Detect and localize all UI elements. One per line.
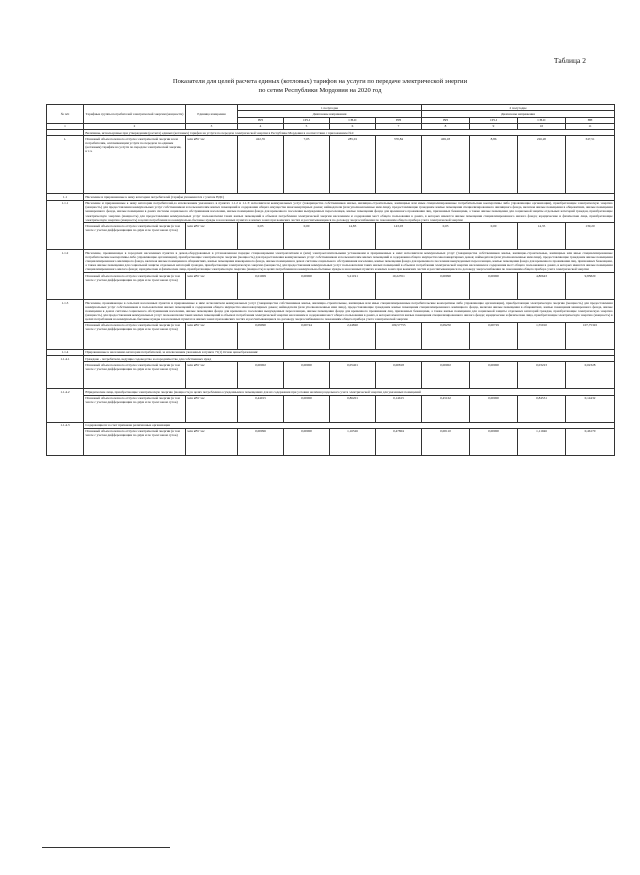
row-unit: млн кВт·час bbox=[186, 428, 238, 455]
value-cell: 0,14432 bbox=[566, 395, 615, 422]
row-unit: млн кВт·час bbox=[186, 362, 238, 389]
level-sn2-2: СН-II bbox=[518, 117, 566, 123]
value-cell: 0,86201 bbox=[330, 395, 376, 422]
value-cell: 1,11946 bbox=[518, 428, 566, 455]
level-nn-1: НН bbox=[376, 117, 422, 123]
section-text: Население, проживающее в городских населенных пунктах в домах,оборудованных в установленном порядке стационарными электроплитами и (или) электроотопительными установками и приравненные к ним: исполнители коммунальных услуг (товарищества собственников жилья, жилищно-строительные, жилищные или иные специализированные потребительские кооперативы либо управляющие организации), приобретающие электрическую энергию (мощность) для предоставления коммунальных услуг собственникам и пользователям жилых помещений и содержания общего имущества многоквартирных домов; наймодатели (или уполномоченные ими лица), предоставляющие гражданам жилые помещения специализированного жилищного фонда, включая жилые помещения в общежитиях, жилые помещения маневренного фонда, жилые помещения в домах системы социального обслуживания населения, жилые помещения фонда для временного поселения вынужденных переселенцев, жилые помещения фонда для временного проживания лиц, признанных беженцами, а также жилые помещения для социальной защиты отдельных категорий граждан, приобретающие электрическую энергию (мощность) для предоставления коммунальных услуг пользователям таких жилых помещений в объемах потребления электрической энергии населением и содержания мест общего пользования в домах, в которых имеются жилые помещения специализированного жилого фонда; юридические и физические лица, приобретающие электрическую энергию (мощность) в целях потребления на коммунально-бытовые нужды в населенных пунктах и жилых зонах при воинских частях и рассчитывающиеся по договору энергоснабжения по показаниям общего прибора учета электрической энергии bbox=[85, 250, 613, 272]
table-row bbox=[47, 395, 615, 422]
row-number: 1.1.1 bbox=[47, 200, 84, 250]
row-unit: млн кВт·час bbox=[186, 273, 238, 300]
value-cell: 226,20 bbox=[518, 136, 566, 194]
table-number: Таблица 2 bbox=[553, 56, 586, 65]
header-half-1: 1 полугодие bbox=[238, 105, 422, 111]
value-cell: 0,46170 bbox=[566, 428, 615, 455]
index-cell: 1 bbox=[47, 123, 84, 129]
value-cell: 0,00990 bbox=[422, 273, 470, 300]
header-group: Тарифные группы потребителей электрической энергии (мощности) bbox=[84, 105, 186, 124]
value-cell: 0,09250 bbox=[422, 322, 470, 349]
row-unit: млн кВт·час bbox=[186, 395, 238, 422]
table-row bbox=[47, 273, 615, 300]
value-cell: 0,00000 bbox=[470, 273, 518, 300]
index-cell: 10 bbox=[518, 123, 566, 129]
table-row bbox=[47, 136, 615, 194]
value-cell: 7,05 bbox=[284, 136, 330, 194]
row-number: 1. bbox=[47, 136, 84, 194]
value-cell: 0,00000 bbox=[470, 395, 518, 422]
value-cell: 1,16526 bbox=[330, 428, 376, 455]
section-text: Содержащиеся за счет прихожан религиозные организации bbox=[84, 422, 615, 428]
section-text: Приравненные к населению категории потребителей, за исключением указанных в пункте 71(1) Основ ценообразования: bbox=[84, 349, 615, 355]
value-cell: 370,84 bbox=[376, 136, 422, 194]
table-row bbox=[47, 223, 615, 250]
row-name: Плановый объем полезного отпуска электрической энергии (в том числе с учетом дифференциации по двум и по трем зонам суток) bbox=[84, 395, 186, 422]
row-name: Плановый объем полезного отпуска электрической энергии всем потребителям, оплачивающим услуги по передаче по единым (котловым) тарифам на услуги по передаче электрической энергии, в т.ч. bbox=[84, 136, 186, 194]
value-cell: 0,00744 bbox=[284, 322, 330, 349]
level-nn-2: НН bbox=[566, 117, 615, 123]
value-cell: 14,35 bbox=[518, 223, 566, 250]
header-unit: Единица измерения bbox=[186, 105, 238, 124]
value-cell: 0,09990 bbox=[238, 322, 284, 349]
value-cell: 0,00002 bbox=[238, 362, 284, 389]
row-number: 1.1 bbox=[47, 194, 84, 200]
section-text: Население, проживающее в сельских населенных пунктах и приравненные к ним: исполнители коммунальных услуг (товарищества собственников жилья, жилищно-строительные, жилищные или иные специализированные потребительские кооперативы либо управляющие организации), приобретающие электрическую энергию (мощность) для предоставления коммунальных услуг собственникам и пользователям жилых помещений и содержания общего имущества многоквартирных домов; наймодатели (или уполномоченные ими лица), предоставляющие гражданам жилые помещения специализированного жилищного фонда, включая жилые помещения в общежитиях, жилые помещения маневренного фонда, жилые помещения в домах системы социального обслуживания населения, жилые помещения фонда для временного поселения вынужденных переселенцев, жилые помещения фонда для временного проживания лиц, признанных беженцами, а также жилые помещения для социальной защиты отдельных категорий граждан, приобретающие электрическую энергию (мощность) для предоставления коммунальных услуг пользователям таких жилых помещений в объемах потребления электрической энергии населением и содержания мест общего пользования в домах, в которых имеются жилые помещения специализированного жилого фонда; юридические и физические лица, приобретающие электрическую энергию (мощность) в целях потребления на коммунально-бытовые нужды в населенных пунктах и жилых зонах при воинских частях и рассчитывающиеся по договору энергоснабжения по показаниям общего прибора учета электрической энергии bbox=[85, 300, 613, 321]
table-row bbox=[47, 322, 615, 349]
value-cell: 14,83 bbox=[330, 223, 376, 250]
index-cell: 5 bbox=[284, 123, 330, 129]
level-vn-1: ВН bbox=[238, 117, 284, 123]
value-cell: 0,00096 bbox=[238, 428, 284, 455]
value-cell: 0,00000 bbox=[284, 395, 330, 422]
row-name: Плановый объем полезного отпуска электрической энергии (в том числе с учетом дифференциации по двум и по трем зонам суток) bbox=[84, 273, 186, 300]
section-row bbox=[47, 200, 615, 223]
value-cell: 5,21191 bbox=[330, 273, 376, 300]
row-name: Плановый объем полезного отпуска электрической энергии (в том числе с учетом дифференциации по двум и по трем зонам суток) bbox=[84, 428, 186, 455]
value-cell: 0,45162 bbox=[422, 395, 470, 422]
value-cell: 0,00000 bbox=[284, 362, 330, 389]
section-row bbox=[47, 300, 615, 323]
value-cell: 0,00000 bbox=[470, 362, 518, 389]
level-sn1-1: СН-I bbox=[284, 117, 330, 123]
value-cell: 285,01 bbox=[330, 136, 376, 194]
index-cell: 7 bbox=[376, 123, 422, 129]
value-cell: 8,86 bbox=[470, 136, 518, 194]
value-cell: 0,03 bbox=[422, 223, 470, 250]
value-cell: 347,51 bbox=[566, 136, 615, 194]
value-cell: 0,00000 bbox=[284, 273, 330, 300]
title-line-2: по сетям Республики Мордовия на 2020 год bbox=[258, 87, 382, 94]
row-name: Плановый объем полезного отпуска электрической энергии (в том числе с учетом дифференциации по двум и по трем зонам суток) bbox=[84, 362, 186, 389]
row-unit: млн кВт·час bbox=[186, 223, 238, 250]
value-cell: 0,00002 bbox=[422, 362, 470, 389]
row-number: 1.1.2 bbox=[47, 250, 84, 300]
row-unit: млн кВт·час bbox=[186, 136, 238, 194]
index-cell: 11 bbox=[566, 123, 615, 129]
row-unit: млн кВт·час bbox=[186, 322, 238, 349]
value-cell: 4,80643 bbox=[518, 273, 566, 300]
value-cell: 0,47804 bbox=[376, 428, 422, 455]
row-number: 1.1.4 bbox=[47, 349, 84, 355]
section-row bbox=[47, 250, 615, 273]
value-cell: 0,00 bbox=[284, 223, 330, 250]
value-cell: 2,24820 bbox=[330, 322, 376, 349]
footnote-divider bbox=[42, 847, 170, 848]
value-cell: 107,75345 bbox=[566, 322, 615, 349]
index-cell: 9 bbox=[470, 123, 518, 129]
value-cell: 139,20 bbox=[566, 223, 615, 250]
index-cell: 8 bbox=[422, 123, 470, 129]
section-text: Граждане - потребители, ведущие садоводство и огородничество для собственных нужд bbox=[84, 355, 615, 361]
value-cell: 0,03223 bbox=[518, 362, 566, 389]
header-ranges-2: Диапазоны напряжения bbox=[422, 111, 615, 117]
section-text: Население и приравненные к нему категории потребителей (тарифы указываются с учетом НДС) bbox=[84, 194, 615, 200]
level-vn-2: ВН bbox=[422, 117, 470, 123]
value-cell: 0,00 bbox=[470, 223, 518, 250]
value-cell: 0,14615 bbox=[376, 395, 422, 422]
value-cell: 422,35 bbox=[238, 136, 284, 194]
row-name: Плановый объем полезного отпуска электрической энергии (в том числе с учетом дифференциации по двум и по трем зонам суток) bbox=[84, 223, 186, 250]
value-cell: 0,84531 bbox=[518, 395, 566, 422]
level-sn2-1: СН-II bbox=[330, 117, 376, 123]
value-cell: 0,00110 bbox=[422, 428, 470, 455]
header-num: № п/п bbox=[47, 105, 84, 124]
row-number: 1.1.4.2 bbox=[47, 389, 84, 422]
index-cell: 2 bbox=[84, 123, 186, 129]
value-cell: 0,01009 bbox=[238, 273, 284, 300]
value-cell: 0,00818 bbox=[376, 362, 422, 389]
title-line-1: Показатели для целей расчета единых (котловых) тарифов на услуги по передаче электрической энергии bbox=[172, 78, 468, 85]
value-cell: 109,57755 bbox=[376, 322, 422, 349]
document-title bbox=[0, 77, 640, 95]
value-cell: 10,22351 bbox=[376, 273, 422, 300]
header-ranges-1: Диапазоны напряжения bbox=[238, 111, 422, 117]
table-row bbox=[47, 362, 615, 389]
section-text: Население и приравненные к нему категории потребителей,за исключением указанного в пунктах 1.1.2 и 1.1.3: исполнители коммунальных услуг (товарищества собственников жилья, жилищно-строительные, жилищные или иные специализированные потребительские кооперативы либо управляющие организации), приобретающие электрическую энергию (мощность) для предоставления коммунальных услуг собственникам и пользователям жилых помещений и содержания общего имущества многоквартирных домов; наймодатели (или уполномоченные ими лица), предоставляющие гражданам жилые помещения специализированного жилищного фонда, включая жилые помещения в общежитиях, жилые помещения маневренного фонда, жилые помещения в домах системы социального обслуживания населения, жилые помещения фонда для временного поселения вынужденных переселенцев, жилые помещения фонда для временного проживания лиц, признанных беженцами, а также жилые помещения для социальной защиты отдельных категорий граждан, приобретающие электрическую энергию (мощность) для предоставления коммунальных услуг пользователям таких жилых помещений в объемах потребления электрической энергии населением и содержания мест общего пользования в домах, в которых имеются жилые помещения специализированного жилого фонда; юридические и физические лица, приобретающие электрическую энергию (мощность) в целях потребления на коммунально-бытовые нужды в населенных пунктах и жилых зонах при воинских частях и рассчитывающиеся по договору энергоснабжения по показаниям общего прибора учета электрической энергии bbox=[85, 201, 613, 222]
table-row bbox=[47, 428, 615, 455]
row-number: 1.1.4.3 bbox=[47, 422, 84, 455]
value-cell: 0,03 bbox=[238, 223, 284, 250]
value-cell: 9,85820 bbox=[566, 273, 615, 300]
index-cell: 6 bbox=[330, 123, 376, 129]
level-sn1-2: СН-I bbox=[470, 117, 518, 123]
tariff-table bbox=[46, 104, 615, 456]
value-cell: 469,18 bbox=[422, 136, 470, 194]
value-cell: 0,00000 bbox=[470, 428, 518, 455]
section-basic-text: Величины, используемые при утверждении (расчете) единых (котловых) тарифов на услуги по передаче электрической энергии в Республике Мордовия в соответствии с приложением №1: bbox=[84, 130, 615, 136]
value-cell: 143,03 bbox=[376, 223, 422, 250]
section-text: Юридические лица, приобретающие электрическую энергию (мощность) в целях потребления осужденными в помещениях для их содержания при условии наличия раздельного учета электрической энергии для указанных помещений bbox=[84, 389, 615, 395]
value-cell: 1,55910 bbox=[518, 322, 566, 349]
value-cell: 0,05401 bbox=[330, 362, 376, 389]
header-half-2: 2 полугодие bbox=[422, 105, 615, 111]
row-name: Плановый объем полезного отпуска электрической энергии (в том числе с учетом дифференциации по двум и по трем зонам суток) bbox=[84, 322, 186, 349]
index-cell: 3 bbox=[186, 123, 238, 129]
value-cell: 0,00000 bbox=[284, 428, 330, 455]
row-number: 1.1.3 bbox=[47, 300, 84, 350]
value-cell: 0,02328 bbox=[566, 362, 615, 389]
index-cell: 4 bbox=[238, 123, 284, 129]
value-cell: 0,00729 bbox=[470, 322, 518, 349]
row-number: 1.1.4.1 bbox=[47, 355, 84, 388]
value-cell: 0,44015 bbox=[238, 395, 284, 422]
